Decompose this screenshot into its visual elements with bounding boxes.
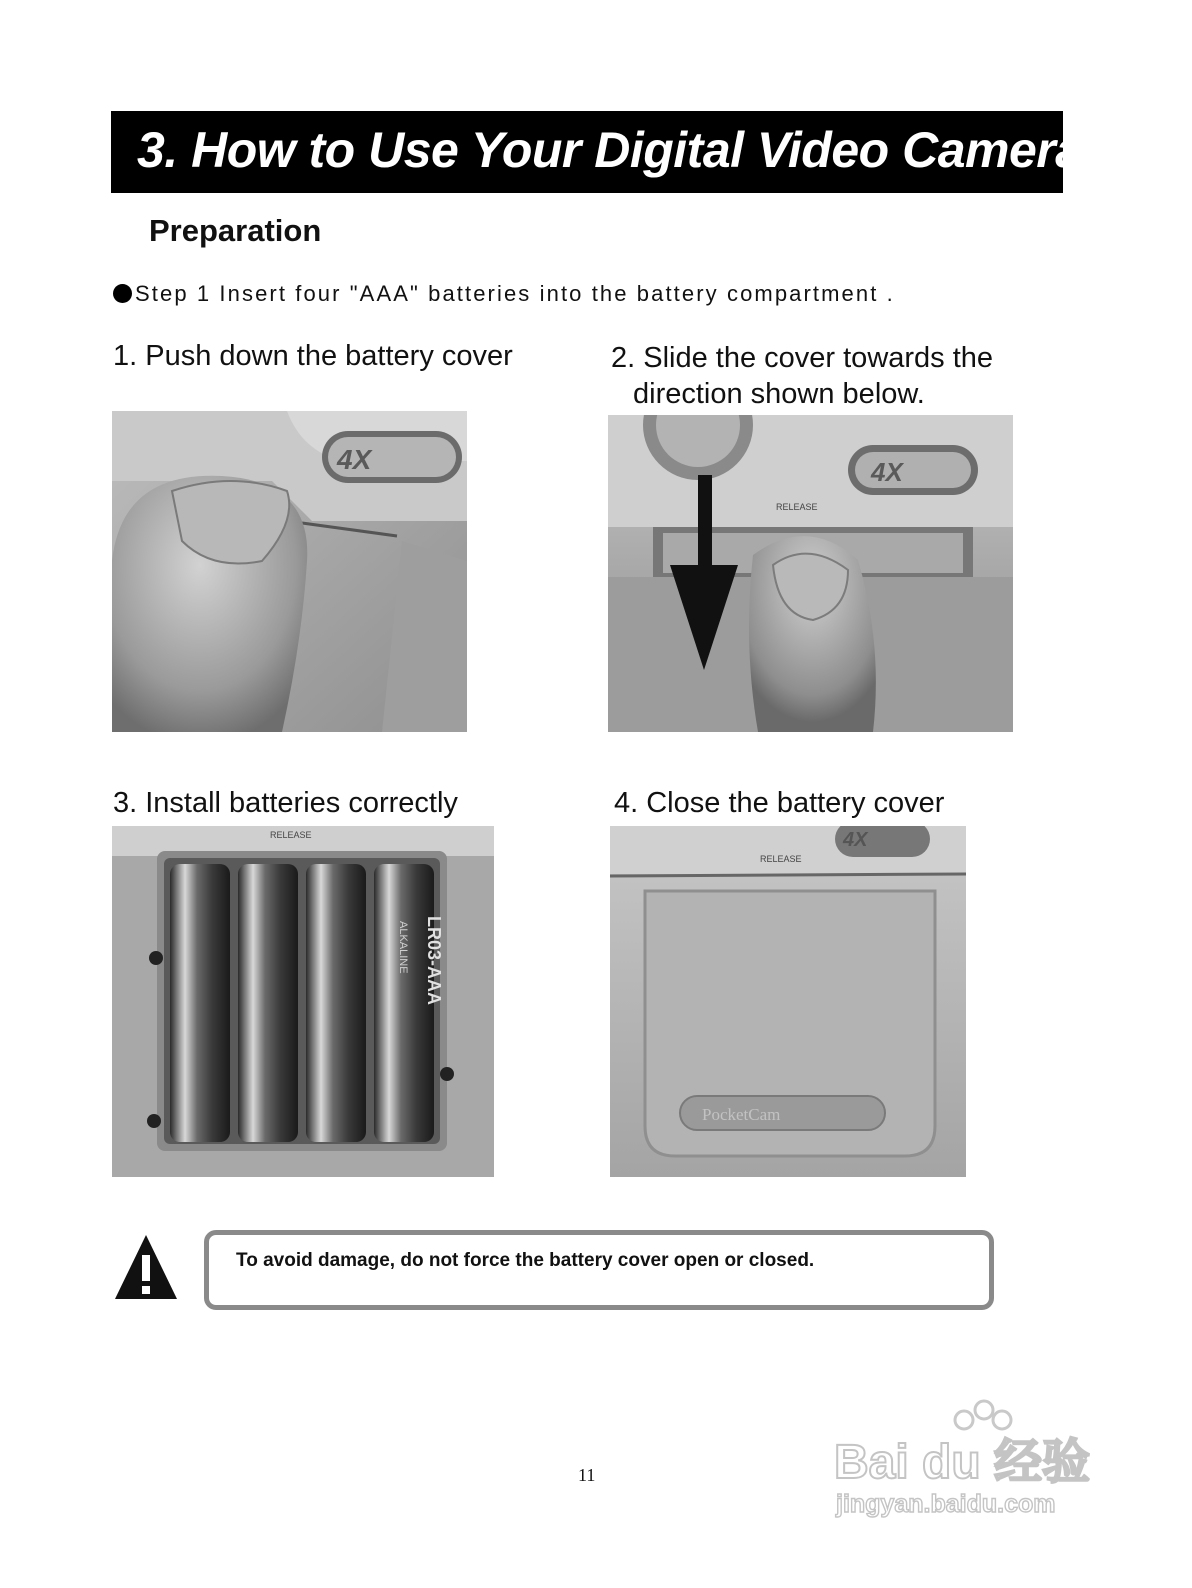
title-bar — [111, 111, 1083, 193]
warning-text: To avoid damage, do not force the battery cover open or closed. — [236, 1250, 815, 1271]
caption-step-2 — [611, 340, 993, 412]
zoom-badge-text: 4X — [337, 444, 372, 475]
section-heading: Preparation — [149, 213, 322, 248]
release-label-3: RELEASE — [270, 830, 312, 840]
caption-step-2-line-2: direction shown below. — [633, 378, 925, 410]
zoom-badge-text-4: 4X — [843, 829, 868, 851]
battery-type: ALKALINE — [397, 921, 409, 974]
photo-slide-cover — [608, 415, 1013, 732]
release-label-2: RELEASE — [776, 502, 818, 512]
watermark-brand: Bai du 经验 — [834, 1436, 1091, 1489]
photo-close-cover — [610, 826, 966, 1177]
release-label-4: RELEASE — [760, 854, 802, 864]
page-number: 11 — [578, 1465, 596, 1485]
watermark-url: jingyan.baidu.com — [836, 1490, 1056, 1518]
battery-label: LR03-AAA — [424, 916, 444, 1006]
caption-step-4: 4. Close the battery cover — [614, 787, 945, 819]
cover-brand: PocketCam — [702, 1105, 781, 1124]
step-instruction — [113, 281, 895, 307]
photo-push-cover — [112, 411, 467, 732]
photo-install-batteries — [112, 826, 494, 1177]
caption-step-2-line-1: 2. Slide the cover towards the — [611, 342, 994, 374]
caption-step-1: 1. Push down the battery cover — [113, 340, 513, 372]
warning-icon — [113, 1233, 179, 1301]
step-text: Step 1 Insert four "AAA" batteries into the battery compartment . — [135, 281, 895, 306]
zoom-badge-text-2: 4X — [871, 457, 903, 487]
page-title: 3. How to Use Your Digital Video Camera — [137, 122, 1083, 178]
warning-box — [204, 1230, 994, 1310]
baidu-watermark — [832, 1392, 1112, 1520]
caption-step-3: 3. Install batteries correctly — [113, 787, 458, 819]
bullet-icon — [113, 284, 132, 303]
